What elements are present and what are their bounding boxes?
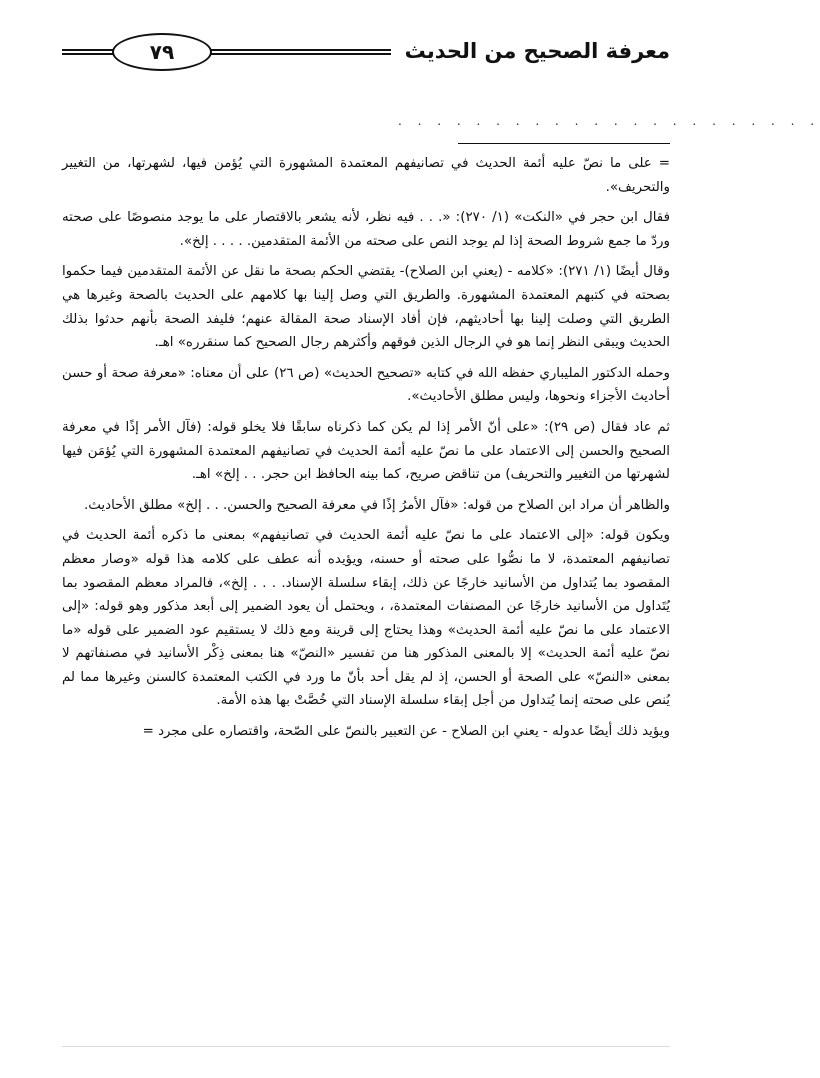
- running-title: معرفة الصحيح من الحديث: [391, 32, 674, 70]
- paragraph: وحمله الدكتور المليباري حفظه الله في كتابه «تصحيح الحديث» (ص ٢٦) على أن معناه: «معرفة صحة أو حسن أحاديث الأجزاء ونحوها، وليس مطلق الأحاديث».: [62, 365, 671, 405]
- paragraph: ويكون قوله: «إلى الاعتماد على ما نصّ عليه أئمة الحديث في تصانيفهم» بمعنى ما ذكره أئمة الحديث في تصانيفهم المعتمدة، لا ما نصُّوا على صحته أو حسنه، ويؤيده أنه عطف على كلامه هذا قوله «وصار معظم المقصود بما يُتداول من الأسانيد خارجًا عن ذلك، إبقاء سلسلة الإسناد. . . . إلخ»، فالمراد معظم المقصود بما يُتَداول من الأسانيد خارجًا عن المصنفات المعتمدة، ، ويحتمل أن يعود الضمير إلى أبعد مذكور وهو قوله: «إلى الاعتماد على ما نصّ عليه أئمة الحديث» وهذا يحتاج إلى قرينة ومع ذلك لا يستقيم عود الضمير على قوله «ما نصّ عليه أئمة الحديث» إلا بالمعنى المذكور هنا من تفسير «النصّ» هنا بمعنى ذِكْر الأسانيد في مصنفاتهم لا بمعنى «النصّ» على الصحة أو الحسن، إذ لم يقل أحد بأنّ ما ورد في الكتب المعتمدة كالسنن وغيرها مما لم يُنص على صحته إنما يُتداول من أجل إبقاء سلسلة الإسناد التي خُصَّتْ بها هذه الأمة.: [62, 528, 670, 709]
- footnote-body: [62, 152, 670, 751]
- page-number-badge: [112, 33, 212, 71]
- paragraph: ويؤيد ذلك أيضًا عدوله - يعني ابن الصلاح - عن التعبير بالنصّ على الصّحة، واقتصاره على مجرد =: [142, 724, 670, 740]
- continuation-dots: . . . . . . . . . . . . . . . . . . . . . .: [398, 114, 820, 128]
- paragraph: والظاهر أن مراد ابن الصلاح من قوله: «فآل الأمرُ إذًا في معرفة الصحيح والحسن. . . إلخ» مطلق الأحاديث.: [84, 497, 670, 513]
- paragraph: ثم عاد فقال (ص ٢٩): «على أنّ الأمر إذا لم يكن كما ذكرناه سابقًا فلا يخلو قوله: (فآل الأمر إذًا في معرفة الصحيح والحسن إلى الاعتماد على ما نصّ عليه أئمة الحديث في تصانيفهم المعتمدة المشهورة التي يُؤمَن فيها لشهرتها من التغيير والتحريف) من تناقض صريح، كما بينه الحافظ ابن حجر. . . إلخ» اهـ.: [62, 419, 670, 483]
- paragraph: وقال أيضًا (١/ ٢٧١): «كلامه - (يعني ابن الصلاح)- يقتضي الحكم بصحة ما نقل عن الأئمة المتقدمين فيما حكموا بصحته في كتبهم المعتمدة المشهورة. والطريق التي وصل إلينا بها كلامهم على الحديث بالصحة وغيرها هي الطريق التي وصلت إلينا بها أحاديثهم، فإن أفاد الإسناد صحة المقالة عنهم؛ فليفد الصحة بأنهم حدثوا بذلك الحديث ويبقى النظر إنما هو في الرجال الذين فوقهم وأكثرهم رجال الصحيح كما سنقرره» اهـ.: [62, 264, 670, 351]
- paragraph: = على ما نصّ عليه أئمة الحديث في تصانيفهم المعتمدة المشهورة التي يُؤمن فيها، لشهرتها، من التغيير والتحريف».: [62, 156, 670, 195]
- paragraph: فقال ابن حجر في «النكت» (١/ ٢٧٠): «. . . فيه نظر، لأنه يشعر بالاقتصار على ما يوجد منصوصًا على صحته وردّ ما جمع شروط الصحة إذا لم يوجد النص على صحته من الأئمة المتقدمين. . . . . إلخ».: [62, 210, 670, 249]
- page-number: ٧٩: [149, 40, 175, 64]
- footnote-separator: [458, 143, 670, 144]
- running-header: [62, 26, 674, 76]
- page-bottom-line: [62, 1046, 670, 1047]
